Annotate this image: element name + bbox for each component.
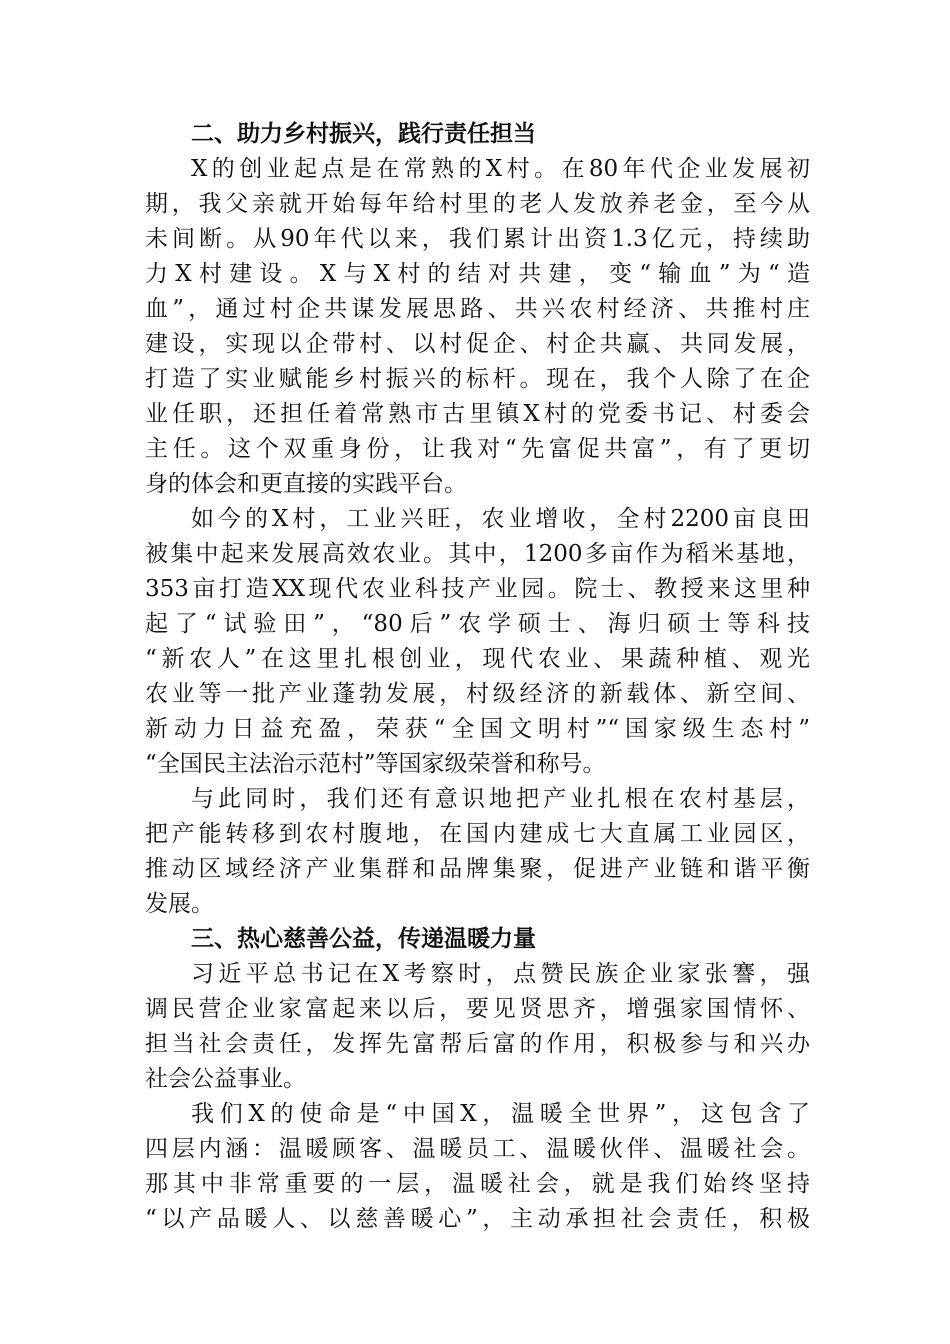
text-line: 起了“试验田”，“80后”农学硕士、海归硕士等科技: [145, 611, 810, 637]
text-line: 发展。: [145, 891, 214, 917]
text-line: 血”，通过村企共谋发展思路、共兴农村经济、共推村庄: [145, 296, 810, 322]
text-line: 未间断。从90年代以来，我们累计出资1.3亿元，持续助: [145, 226, 810, 252]
text-line: 建设，实现以企带村、以村促企、村企共赢、共同发展，: [145, 331, 810, 357]
text-line: 把产能转移到农村腹地，在国内建成七大直属工业园区，: [145, 821, 810, 847]
text-line: “以产品暖人、以慈善暖心”，主动承担社会责任，积极: [145, 1206, 810, 1232]
text-line: 调民营企业家富起来以后，要见贤思齐，增强家国情怀、: [145, 996, 810, 1022]
text-line: 主任。这个双重身份，让我对“先富促共富”，有了更切: [145, 436, 810, 462]
text-line: 我们X的使命是“中国X，温暖全世界”，这包含了: [191, 1101, 810, 1127]
text-line: 担当社会责任，发挥先富帮后富的作用，积极参与和兴办: [145, 1031, 810, 1057]
document-body: [145, 117, 810, 1237]
text-line: 期，我父亲就开始每年给村里的老人发放养老金，至今从: [145, 191, 810, 217]
text-line: 力X村建设。X与X村的结对共建，变“输血”为“造: [145, 261, 810, 287]
text-line: 那其中非常重要的一层，温暖社会，就是我们始终坚持: [145, 1171, 810, 1197]
text-line: 353亩打造XX现代农业科技产业园。院士、教授来这里种: [145, 576, 810, 602]
text-line: X的创业起点是在常熟的X村。在80年代企业发展初: [191, 156, 810, 182]
text-line: “全国民主法治示范村”等国家级荣誉和称号。: [145, 751, 606, 777]
text-line: 四层内涵：温暖顾客、温暖员工、温暖伙伴、温暖社会。: [145, 1136, 810, 1162]
section-heading: 三、热心慈善公益，传递温暖力量: [191, 926, 536, 952]
text-line: “新农人”在这里扎根创业，现代农业、果蔬种植、观光: [145, 646, 810, 672]
text-line: 业任职，还担任着常熟市古里镇X村的党委书记、村委会: [145, 401, 810, 427]
text-line: 习近平总书记在X考察时，点赞民族企业家张謇，强: [191, 961, 810, 987]
text-line: 与此同时，我们还有意识地把产业扎根在农村基层，: [191, 786, 810, 812]
section-heading: 二、助力乡村振兴，践行责任担当: [191, 121, 536, 147]
text-line: 打造了实业赋能乡村振兴的标杆。现在，我个人除了在企: [145, 366, 810, 392]
text-line: 新动力日益充盈，荣获“全国文明村”“国家级生态村”: [145, 716, 810, 742]
text-line: 推动区域经济产业集群和品牌集聚，促进产业链和谐平衡: [145, 856, 810, 882]
text-line: 如今的X村，工业兴旺，农业增收，全村2200亩良田: [191, 506, 810, 532]
text-line: 身的体会和更直接的实践平台。: [145, 471, 467, 497]
text-line: 农业等一批产业蓬勃发展，村级经济的新载体、新空间、: [145, 681, 810, 707]
text-line: 社会公益事业。: [145, 1066, 306, 1092]
text-line: 被集中起来发展高效农业。其中，1200多亩作为稻米基地，: [145, 541, 810, 567]
